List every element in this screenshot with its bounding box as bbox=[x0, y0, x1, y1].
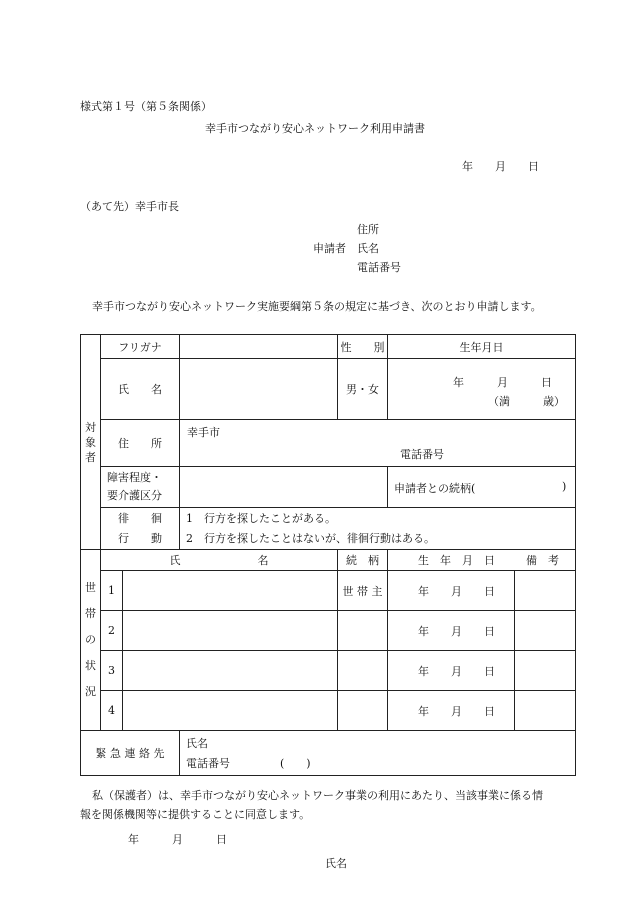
applicant-name-label: 氏名 bbox=[357, 242, 379, 255]
household-row-birth[interactable]: 年 月 日 bbox=[388, 691, 576, 731]
emergency-phone-label: 電話番号 bbox=[186, 757, 231, 770]
gender-label: 性 別 bbox=[338, 335, 388, 359]
household-row-relation[interactable]: 世 帯 主 bbox=[338, 571, 388, 611]
household-header-name: 氏 名 bbox=[101, 550, 338, 571]
household-row-no: 3 bbox=[101, 651, 123, 691]
household-row-relation[interactable] bbox=[338, 611, 388, 651]
form-number: 様式第１号（第５条関係） bbox=[80, 100, 212, 113]
household-row-name[interactable] bbox=[123, 611, 338, 651]
subject-phone-label: 電話番号 bbox=[400, 448, 445, 461]
household-row-birth[interactable]: 年 月 日 bbox=[388, 571, 576, 611]
applicant-address-label: 住所 bbox=[357, 223, 379, 236]
household-row-name[interactable] bbox=[123, 651, 338, 691]
wandering-label: 徘 徊 行 動 bbox=[101, 508, 180, 550]
subject-section-label: 対 象 者 bbox=[81, 335, 101, 550]
emergency-contact-label: 緊 急 連 絡 先 bbox=[81, 731, 180, 776]
subject-name-label: 氏 名 bbox=[101, 359, 180, 420]
remarks-divider bbox=[514, 571, 515, 610]
address-city: 幸手市 bbox=[187, 426, 221, 439]
wandering-options[interactable] bbox=[180, 508, 576, 550]
relationship-field[interactable] bbox=[388, 467, 576, 508]
consent-line-1: 私（保護者）は、幸手市つながり安心ネットワーク事業の利用にあたり、当該事業に係る情 bbox=[92, 789, 543, 802]
consent-line-2: 報を関係機関等に提供することに同意します。 bbox=[80, 808, 311, 821]
household-row-birth[interactable]: 年 月 日 bbox=[388, 651, 576, 691]
disability-label: 障害程度・ 要介護区分 bbox=[101, 467, 180, 508]
relationship-label: 申請者との続柄( bbox=[394, 482, 476, 495]
household-row-name[interactable] bbox=[123, 691, 338, 731]
household-row-no: 4 bbox=[101, 691, 123, 731]
furigana-label: フリガナ bbox=[101, 335, 180, 359]
consent-name-label: 氏名 bbox=[325, 857, 347, 870]
household-header-birth: 生 年 月 日 bbox=[418, 554, 496, 567]
remarks-divider bbox=[514, 611, 515, 650]
household-row-name[interactable] bbox=[123, 571, 338, 611]
age-text: （満 歳） bbox=[488, 395, 566, 408]
emergency-phone-paren: ( ) bbox=[280, 757, 311, 770]
application-table bbox=[80, 334, 576, 776]
emergency-name-label: 氏名 bbox=[186, 737, 209, 750]
wandering-option-2[interactable]: 2 行方を探したことはないが、徘徊行動はある。 bbox=[186, 531, 436, 545]
emergency-contact-field[interactable] bbox=[180, 731, 576, 776]
household-row-birth[interactable]: 年 月 日 bbox=[388, 611, 576, 651]
furigana-field[interactable] bbox=[180, 335, 338, 359]
intro-text: 幸手市つながり安心ネットワーク実施要綱第５条の規定に基づき、次のとおり申請します。 bbox=[92, 300, 542, 313]
form-title: 幸手市つながり安心ネットワーク利用申請書 bbox=[205, 122, 425, 135]
birth-date-label: 生年月日 bbox=[388, 335, 576, 359]
disability-field[interactable] bbox=[180, 467, 388, 508]
wandering-option-1[interactable]: 1 行方を探したことがある。 bbox=[186, 511, 337, 525]
remarks-divider bbox=[514, 651, 515, 690]
subject-address-label: 住 所 bbox=[101, 420, 180, 467]
subject-name-field[interactable] bbox=[180, 359, 338, 420]
applicant-role-label: 申請者 bbox=[313, 242, 346, 255]
household-header-birth-remarks bbox=[388, 550, 576, 571]
birth-date-field[interactable] bbox=[388, 359, 576, 420]
household-row-relation[interactable] bbox=[338, 651, 388, 691]
addressee: （あて先）幸手市長 bbox=[80, 200, 179, 213]
household-row-no: 2 bbox=[101, 611, 123, 651]
remarks-divider bbox=[514, 691, 515, 730]
household-section-label: 世 帯 の 状 況 bbox=[81, 550, 101, 731]
household-row-no: 1 bbox=[101, 571, 123, 611]
consent-date: 年 月 日 bbox=[128, 833, 227, 846]
relationship-close: ) bbox=[562, 480, 567, 493]
household-header-remarks: 備 考 bbox=[526, 554, 560, 567]
applicant-phone-label: 電話番号 bbox=[357, 261, 401, 274]
subject-address-field[interactable] bbox=[180, 420, 576, 467]
gender-options[interactable]: 男・女 bbox=[338, 359, 388, 420]
household-header-relation: 続 柄 bbox=[338, 550, 388, 571]
birth-date-text: 年 月 日 bbox=[453, 376, 553, 389]
household-row-relation[interactable] bbox=[338, 691, 388, 731]
application-date: 年 月 日 bbox=[462, 160, 539, 173]
